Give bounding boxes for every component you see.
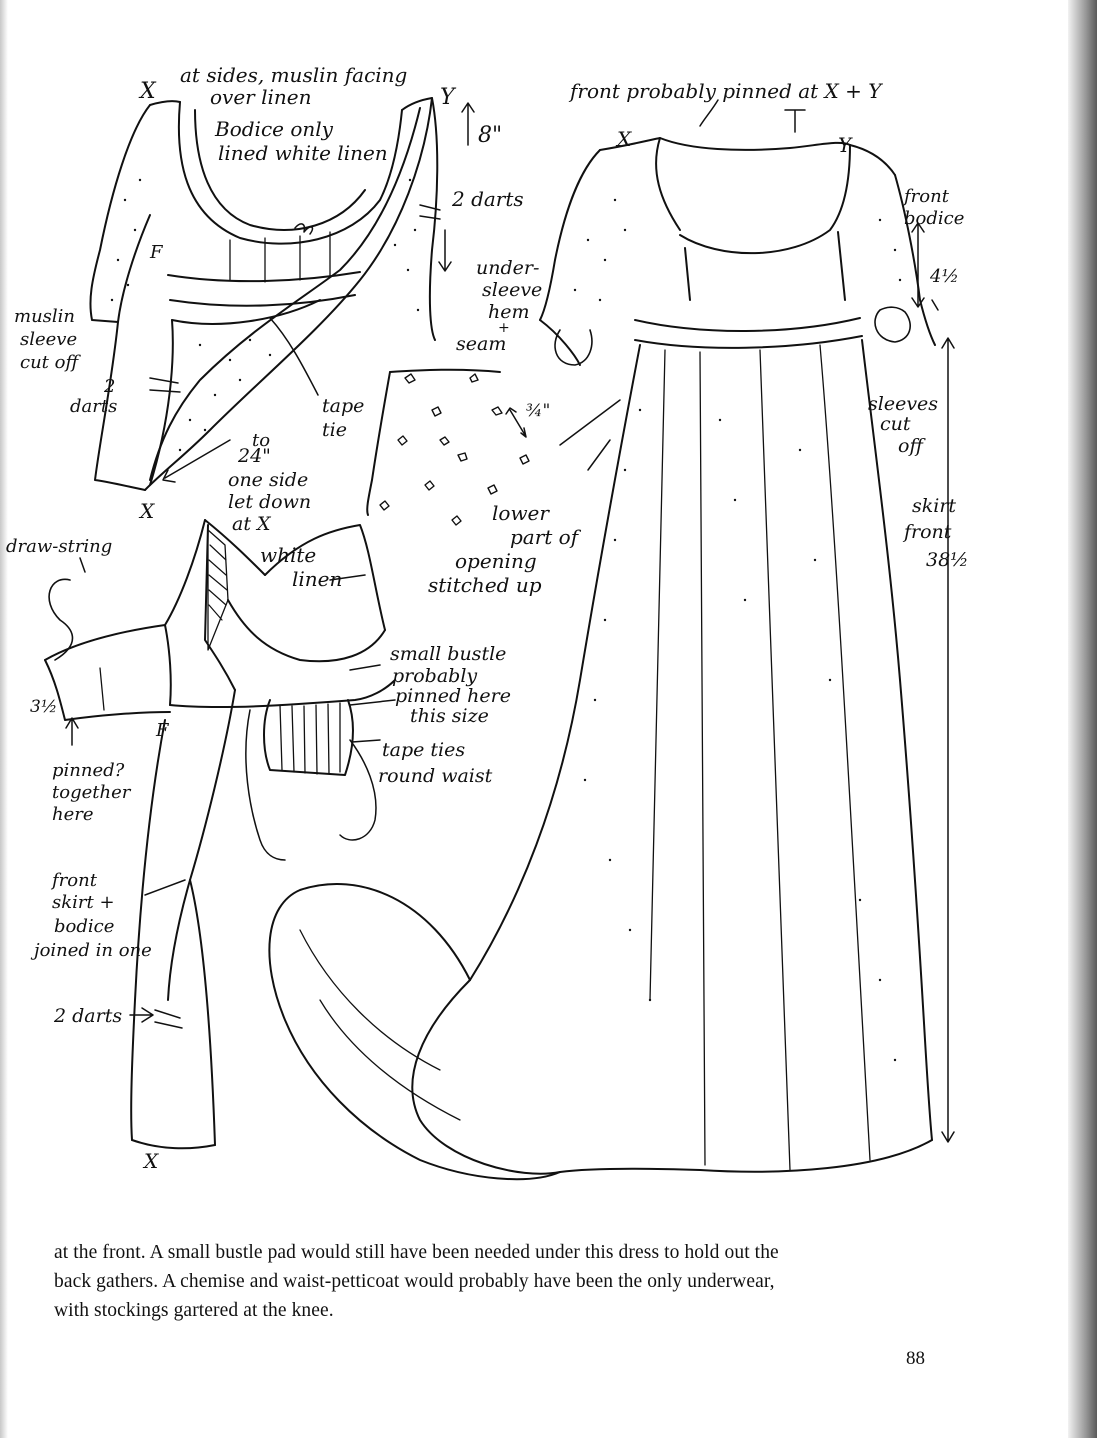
- annotation-bodice-lined-2: lined white linen: [218, 141, 388, 165]
- annotation-bodice-lined-1: Bodice only: [215, 117, 333, 141]
- annotation-one-side-1: one side: [228, 469, 309, 491]
- annotation-front-skirt-bodice-2: skirt +: [52, 892, 115, 913]
- dimension-3-half: 3½: [30, 697, 58, 717]
- annotation-pinned-together-1: pinned?: [52, 760, 125, 781]
- annotation-tape-tie-1: tape: [322, 395, 365, 417]
- annotation-to-24-1: to: [252, 430, 271, 451]
- annotation-lower-part-1: lower: [492, 501, 549, 525]
- annotation-small-bustle-1: small bustle: [390, 643, 507, 665]
- annotation-one-side-2: let down: [228, 491, 312, 513]
- annotation-front-skirt-bodice-1: front: [52, 870, 97, 891]
- annotation-draw-string: draw-string: [6, 536, 113, 557]
- annotation-undersleeve-1: under-: [476, 257, 540, 279]
- annotation-front-bodice-2: bodice: [904, 208, 965, 229]
- annotation-to-24-2: 24": [238, 445, 271, 467]
- dress-front-sketch: [269, 100, 957, 1179]
- mark-y-right: Y: [838, 133, 852, 157]
- annotation-skirt-front-3: 38½: [926, 549, 969, 571]
- annotation-front-pinned: front probably pinned at X + Y: [570, 79, 882, 103]
- mark-f-top: F: [150, 242, 163, 263]
- annotation-tape-ties-waist-2: round waist: [378, 765, 493, 787]
- body-line-1: at the front. A small bustle pad would still have been needed under this dress to hold out the: [54, 1242, 779, 1263]
- annotation-sleeves-cut-off-1: sleeves: [868, 393, 939, 415]
- annotation-undersleeve-4: +: [498, 320, 510, 336]
- page-number: 88: [906, 1348, 925, 1369]
- annotation-muslin-sleeve-2: sleeve: [20, 329, 78, 350]
- annotation-skirt-front-2: front: [904, 521, 952, 543]
- annotation-one-side-3: at X: [232, 513, 271, 535]
- annotation-pinned-together-3: here: [52, 804, 94, 825]
- handwritten-annotations: [6, 63, 969, 1173]
- annotation-two-darts-bottom: 2 darts: [54, 1005, 123, 1027]
- mark-x-right: X: [617, 127, 632, 151]
- annotation-tape-ties-waist-1: tape ties: [382, 739, 466, 761]
- annotation-undersleeve-2: sleeve: [482, 279, 543, 301]
- annotation-tape-tie-2: tie: [322, 419, 347, 441]
- annotation-sides-muslin-2: over linen: [210, 85, 312, 109]
- annotation-muslin-sleeve-1: muslin: [14, 306, 76, 327]
- annotation-undersleeve-5: seam: [456, 333, 507, 355]
- annotation-front-skirt-bodice-3: bodice: [54, 916, 115, 937]
- annotation-sleeves-cut-off-2: cut: [880, 413, 911, 435]
- mark-x-top: X: [140, 79, 156, 104]
- annotation-pinned-together-2: together: [52, 782, 131, 803]
- annotation-small-bustle-3: pinned here: [395, 685, 511, 707]
- annotation-white-linen-2: linen: [292, 567, 343, 591]
- annotation-two-darts-left-2: darts: [70, 396, 118, 417]
- annotation-small-bustle-4: this size: [410, 705, 489, 727]
- mark-x-bottom: X: [144, 1149, 159, 1173]
- annotation-sides-muslin-1: at sides, muslin facing: [180, 63, 408, 87]
- annotation-small-bustle-2: probably: [392, 665, 478, 687]
- annotation-sleeves-cut-off-3: off: [898, 435, 923, 457]
- annotation-white-linen-1: white: [260, 543, 317, 567]
- body-line-3: with stockings gartered at the knee.: [54, 1300, 334, 1321]
- annotation-front-skirt-bodice-4: joined in one: [34, 940, 152, 961]
- annotation-front-bodice-1: front: [904, 186, 949, 207]
- body-line-2: back gathers. A chemise and waist-petticoat would probably have been the only underwear,: [54, 1271, 775, 1292]
- annotation-lower-part-3: opening: [455, 549, 537, 573]
- annotation-two-darts-top: 2 darts: [452, 187, 524, 211]
- annotation-undersleeve-3: hem: [488, 301, 530, 323]
- annotation-muslin-sleeve-3: cut off: [20, 352, 79, 373]
- annotation-lower-part-2: part of: [510, 525, 579, 549]
- dimension-4-half: 4½: [930, 266, 959, 287]
- mark-y-top: Y: [440, 85, 455, 110]
- annotation-two-darts-left-1: 2: [104, 376, 116, 397]
- body-paragraph: [54, 1238, 954, 1325]
- bodice-back-bustle-sketch: [45, 520, 395, 1148]
- annotation-skirt-front-1: skirt: [912, 495, 957, 517]
- mark-x-mid: X: [140, 499, 155, 523]
- annotation-lower-part-4: stitched up: [428, 573, 542, 597]
- dimension-8-inch: 8": [478, 123, 503, 148]
- mark-f-bottom: F: [156, 720, 169, 741]
- dimension-three-quarter: ¾": [526, 401, 551, 421]
